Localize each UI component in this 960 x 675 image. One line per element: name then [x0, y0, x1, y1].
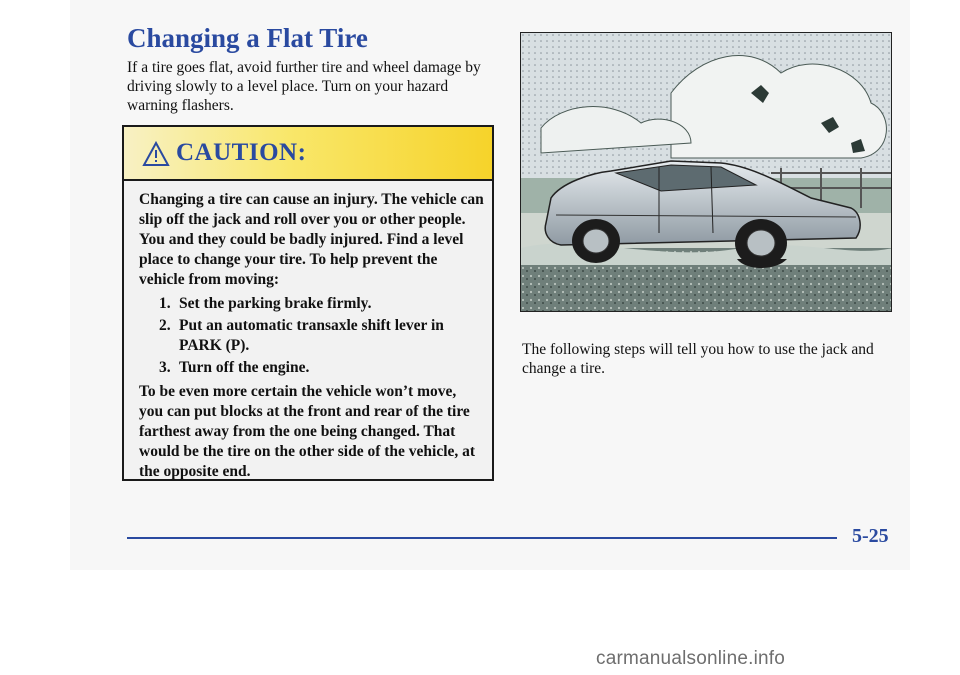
step-text: Turn off the engine.: [179, 359, 310, 376]
caution-paragraph: To be even more certain the vehicle won’t move, you can put blocks at the front and rear of the tire farthest away from the one being changed. That would be the tire on the other side of the vehicle, at the opposite end.: [139, 383, 476, 480]
caution-heading: CAUTION:: [176, 139, 307, 166]
page-title: Changing a Flat Tire: [127, 23, 368, 53]
step-number: 3.: [159, 359, 171, 376]
step-text: Set the parking brake firmly.: [179, 295, 372, 312]
page-number: 5-25: [852, 525, 889, 547]
caution-steps: [139, 294, 484, 378]
steps-caption: The following steps will tell you how to use the jack and change a tire.: [522, 341, 874, 377]
step-text: Put an automatic transaxle shift lever in PARK (P).: [179, 317, 444, 354]
intro-paragraph: If a tire goes flat, avoid further tire and wheel damage by driving slowly to a level place. Turn on your hazard warning flashers.: [127, 59, 481, 114]
step-number: 2.: [159, 317, 171, 334]
step-number: 1.: [159, 295, 171, 312]
caution-box: [122, 125, 494, 481]
warning-triangle-icon: [142, 141, 170, 167]
footer-rule: [127, 537, 837, 539]
car-illustration-svg: [521, 33, 892, 312]
list-item: [159, 316, 484, 356]
caution-paragraph: Changing a tire can cause an injury. The vehicle can slip off the jack and roll over you or other people. You and they could be badly injured. Find a level place to change your tire. To help prevent the vehicle from moving:: [139, 191, 484, 288]
footer-url: carmanualsonline.info: [596, 648, 786, 669]
caution-body: [139, 190, 484, 482]
list-item: [159, 358, 484, 378]
list-item: [159, 294, 484, 314]
caution-header: [124, 127, 492, 181]
car-flat-tire-illustration: [520, 32, 892, 312]
